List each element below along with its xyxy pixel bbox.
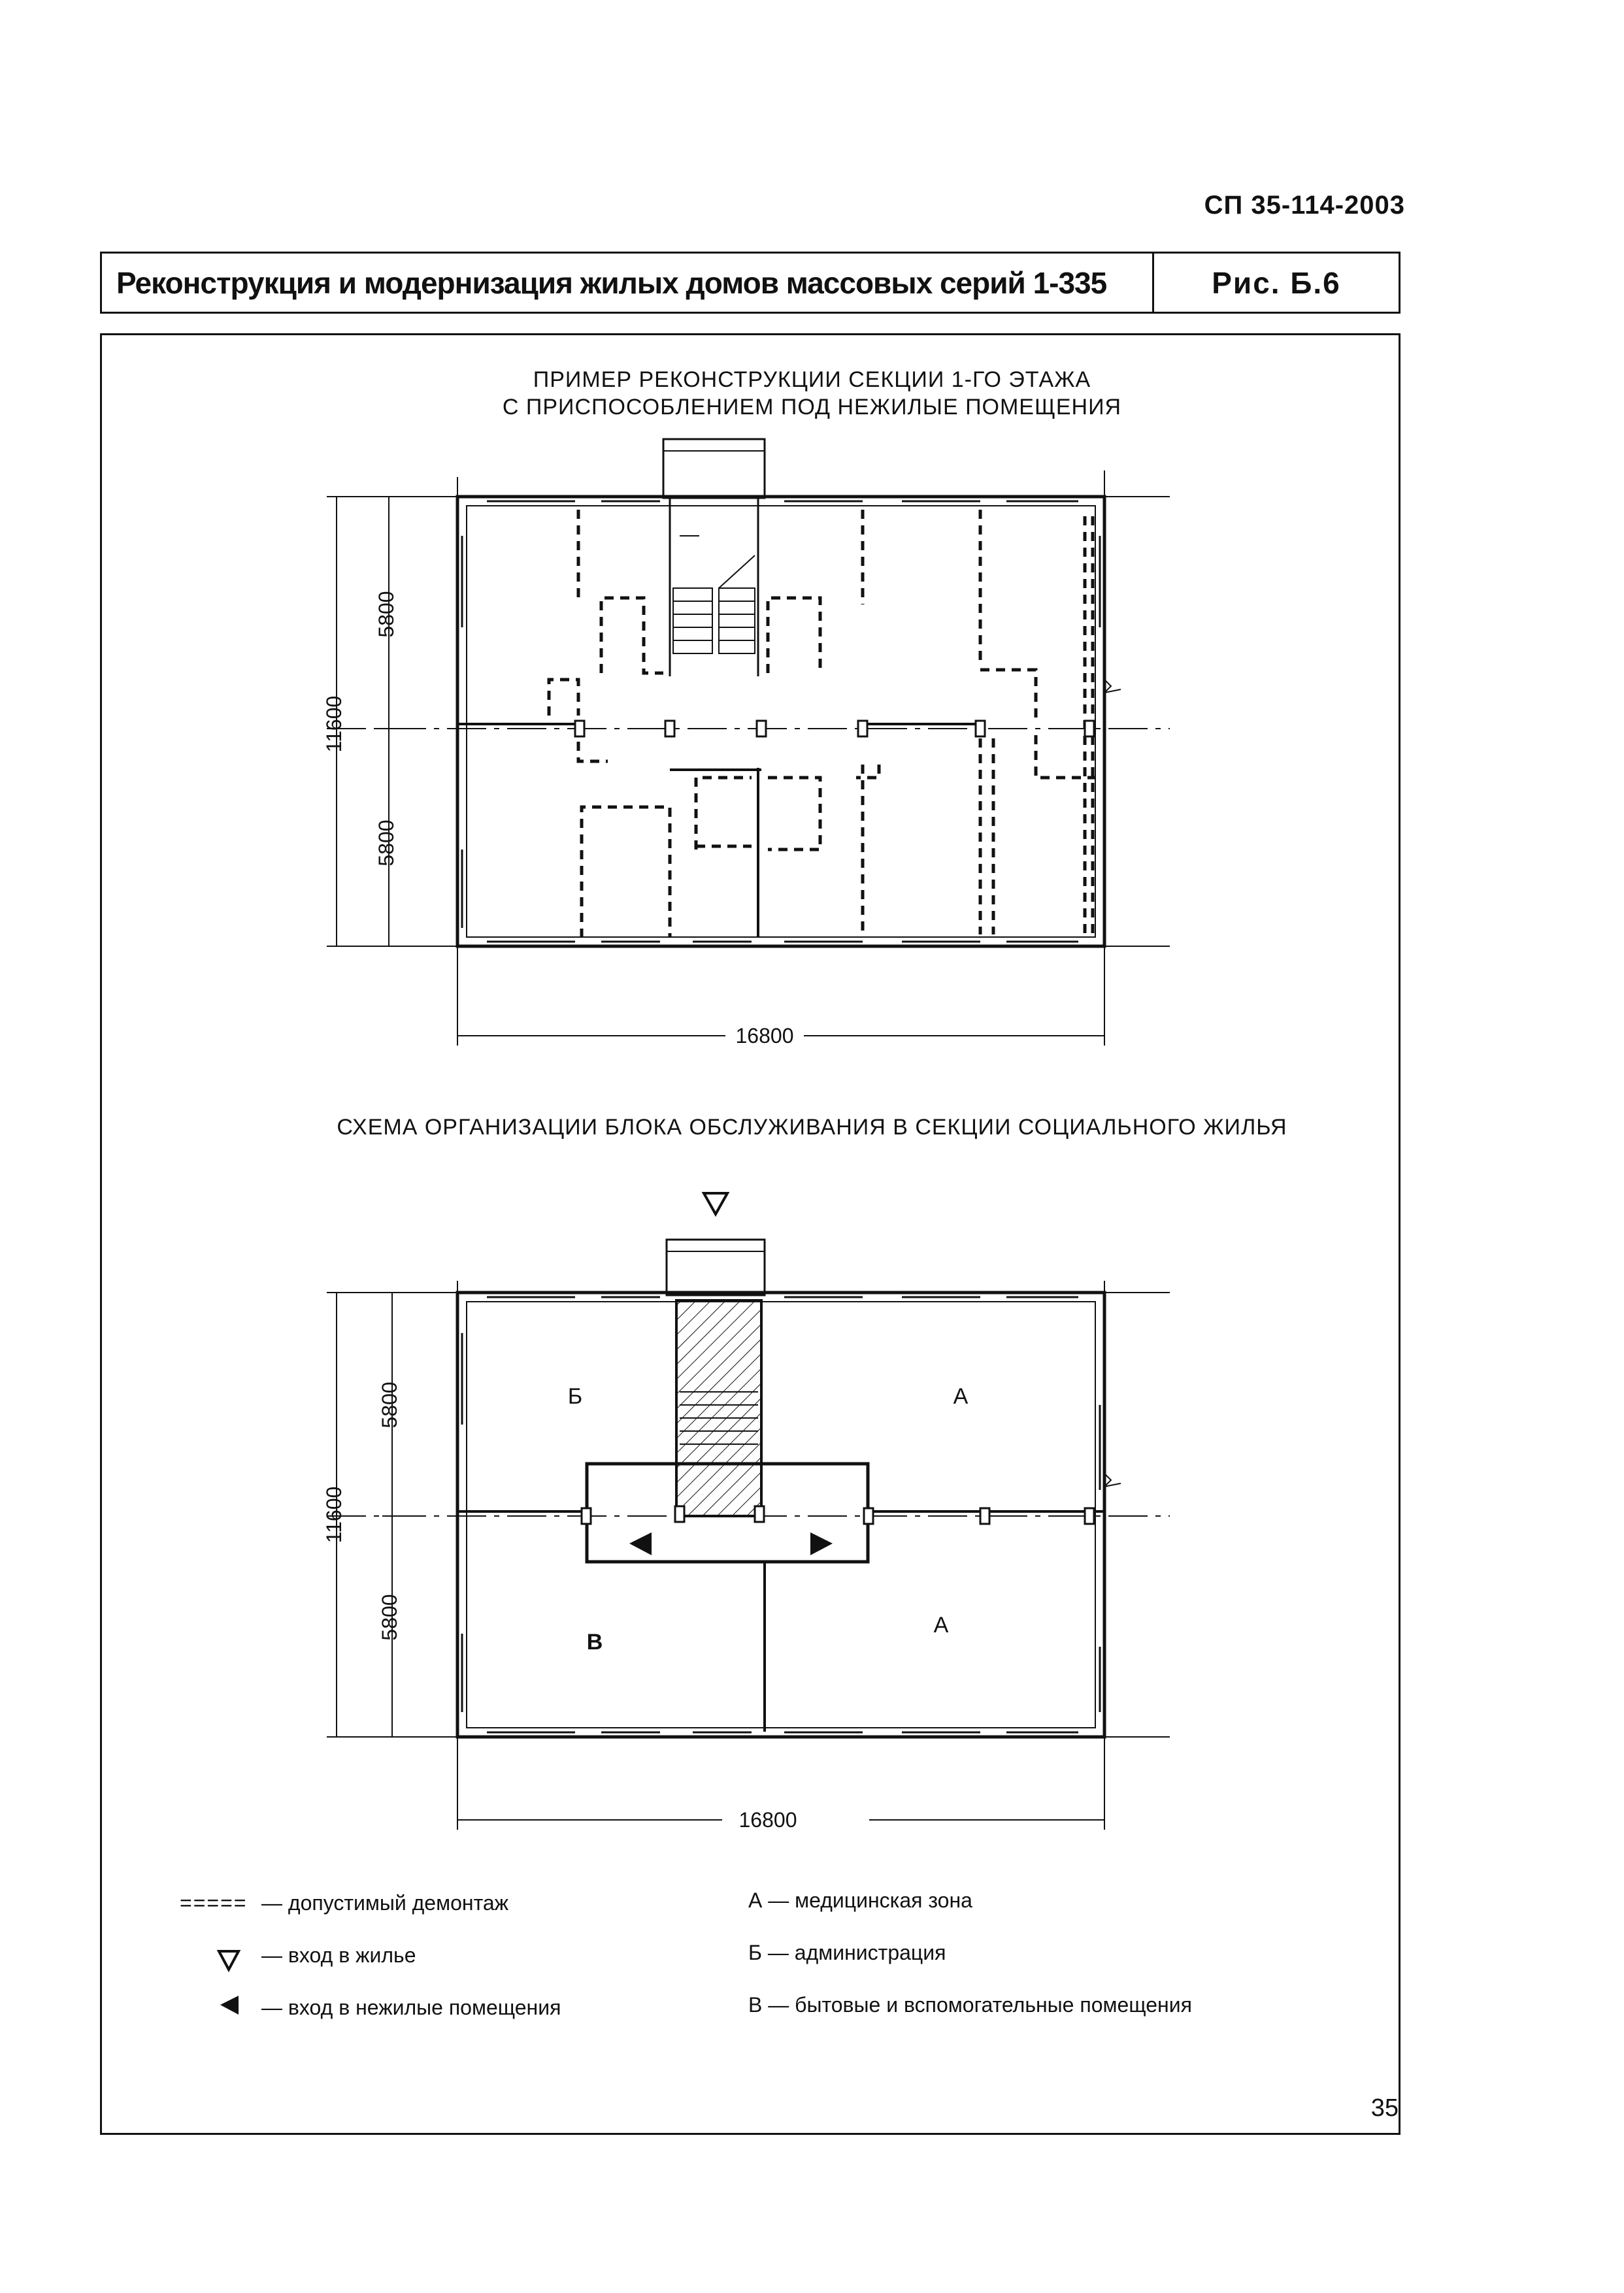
document-code: СП 35-114-2003	[1204, 191, 1405, 220]
plan1-dim-bottom-half: 5800	[374, 819, 398, 866]
entry-nonresidential-right-arrow	[810, 1532, 833, 1555]
legend-entry-nonresidential-icon	[220, 1996, 239, 2015]
plan1-dim-top-half: 5800	[374, 591, 398, 638]
plan1-caption-line2: С ПРИСПОСОБЛЕНИЕМ ПОД НЕЖИЛЫЕ ПОМЕЩЕНИЯ	[502, 395, 1122, 420]
plan2-zone-top-left: Б	[567, 1384, 583, 1409]
plan2-dim-top-half: 5800	[378, 1381, 401, 1428]
legend-entry-living: — вход в жилье	[261, 1943, 416, 1967]
plan1-dim-width: 16800	[735, 1024, 794, 1048]
legend-dismantle: — допустимый демонтаж	[261, 1891, 509, 1915]
plan2-zone-bottom-left: В	[586, 1630, 603, 1655]
legend-dismantle-symbol: =====	[180, 1891, 248, 1915]
legend-entry-nonresidential: — вход в нежилые помещения	[261, 1996, 561, 2019]
plan2-zone-top-right: А	[953, 1384, 969, 1409]
legend-entry-living-icon	[219, 1951, 239, 1970]
plan2-zone-bottom-right: А	[933, 1613, 949, 1638]
plan2-caption: СХЕМА ОРГАНИЗАЦИИ БЛОКА ОБСЛУЖИВАНИЯ В СЕКЦИИ СОЦИАЛЬНОГО ЖИЛЬЯ	[337, 1115, 1287, 1140]
figure-number: Рис. Б.6	[1212, 265, 1341, 300]
legend-zone-b: Б — администрация	[748, 1941, 946, 1964]
page-number: 35	[1370, 2094, 1399, 2122]
plan1-caption-line1: ПРИМЕР РЕКОНСТРУКЦИИ СЕКЦИИ 1-ГО ЭТАЖА	[533, 367, 1091, 392]
plan1-floor-plan	[327, 439, 1170, 1046]
legend-zone-a: А — медицинская зона	[748, 1889, 972, 1912]
entry-nonresidential-left-arrow	[629, 1532, 652, 1555]
plan2-dim-bottom-half: 5800	[378, 1594, 401, 1641]
plan1-dim-total-height: 11600	[322, 695, 346, 753]
plan2-dim-width: 16800	[738, 1808, 797, 1832]
plan2-floor-plan	[327, 1240, 1170, 1830]
legend-zone-v: В — бытовые и вспомогательные помещения	[748, 1993, 1192, 2017]
title-text: Реконструкция и модернизация жилых домов массовых серий 1-335	[102, 254, 1154, 312]
plan2-dim-total-height: 11600	[322, 1486, 346, 1543]
entry-living-arrow	[704, 1193, 727, 1214]
